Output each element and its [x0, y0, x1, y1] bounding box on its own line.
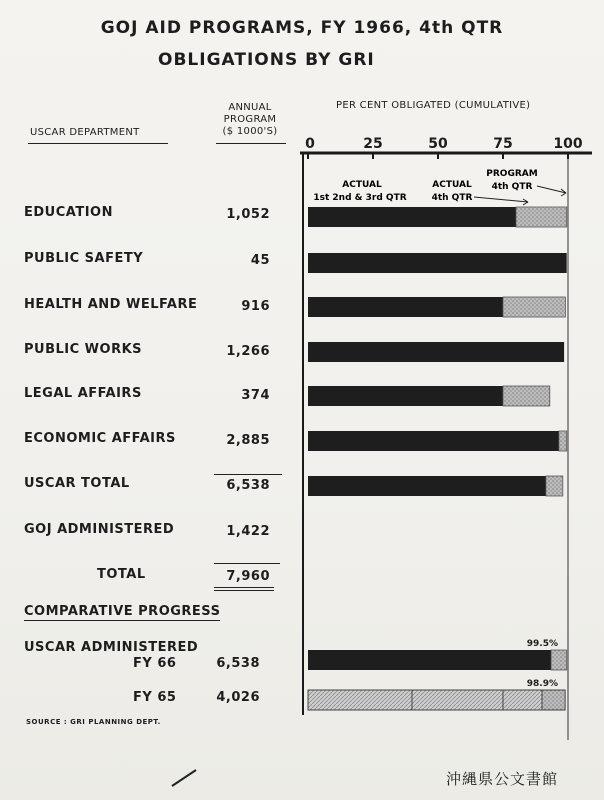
- comparative-bar-actual-4: [542, 690, 565, 710]
- percent-header: PER CENT OBLIGATED (CUMULATIVE): [336, 100, 531, 111]
- comparative-row-label: FY 66: [133, 656, 177, 671]
- legend-actual-4-line2: 4th QTR: [431, 193, 473, 203]
- row-program-value: 7,960: [226, 569, 270, 584]
- comparative-row-label: FY 65: [133, 690, 177, 705]
- legend-arrow-actual-4: [474, 197, 528, 205]
- row-program-value: 1,266: [226, 344, 270, 359]
- row-label: HEALTH AND WELFARE: [24, 297, 198, 312]
- comparative-bar-actual-4: [551, 650, 567, 670]
- row-label: PUBLIC SAFETY: [24, 251, 144, 266]
- comparative-data-label: 99.5%: [526, 639, 558, 649]
- row-program-value: 916: [241, 299, 270, 314]
- bar-actual-123: [308, 297, 503, 317]
- legend-arrow-program: [537, 186, 566, 196]
- row-label: USCAR TOTAL: [24, 476, 130, 491]
- comparative-bar-actual-123: [308, 690, 542, 710]
- legend-actual-123-line2: 1st 2nd & 3rd QTR: [313, 193, 407, 203]
- bar-actual-123: [308, 431, 559, 451]
- bar-actual-123: [308, 386, 503, 406]
- bar-actual-4: [546, 476, 563, 496]
- row-label: GOJ ADMINISTERED: [24, 522, 175, 537]
- row-program-value: 1,052: [226, 207, 270, 222]
- row-label: EDUCATION: [24, 205, 113, 220]
- source-note: SOURCE : GRI PLANNING DEPT.: [26, 718, 161, 726]
- dept-header: USCAR DEPARTMENT: [30, 127, 140, 138]
- bar-actual-123: [308, 207, 516, 227]
- row-label: ECONOMIC AFFAIRS: [24, 431, 176, 446]
- legend-actual-123-line1: ACTUAL: [342, 180, 382, 190]
- row-program-value: 2,885: [226, 433, 270, 448]
- bar-actual-4: [559, 431, 567, 451]
- row-program-value: 6,538: [226, 478, 270, 493]
- pen-mark: [172, 770, 196, 786]
- chart-bars: [308, 207, 567, 710]
- bar-actual-4: [516, 207, 567, 227]
- comparative-data-label: 98.9%: [526, 679, 558, 689]
- row-label: LEGAL AFFAIRS: [24, 386, 142, 401]
- row-program-value: 45: [250, 253, 270, 268]
- x-tick-label: 0: [305, 136, 315, 152]
- bar-actual-4: [503, 297, 565, 317]
- legend-program-4-line1: PROGRAM: [486, 169, 538, 179]
- comparative-group-label: USCAR ADMINISTERED: [24, 640, 199, 655]
- x-tick-label: 75: [493, 136, 513, 152]
- bar-actual-123: [308, 342, 564, 362]
- legend-program-4-line2: 4th QTR: [491, 182, 533, 192]
- comparative-bar-actual-123: [308, 650, 551, 670]
- chart-subtitle: OBLIGATIONS BY GRI: [158, 50, 375, 70]
- x-tick-label: 25: [363, 136, 383, 152]
- comparative-row-value: 6,538: [216, 656, 260, 671]
- comparative-heading: COMPARATIVE PROGRESS: [24, 604, 221, 619]
- row-program-value: 1,422: [226, 524, 270, 539]
- annual-header-line3: ($ 1000'S): [222, 126, 278, 137]
- bar-actual-123: [308, 476, 546, 496]
- archive-stamp: 沖縄県公文書館: [446, 770, 559, 788]
- bar-actual-123: [308, 253, 567, 273]
- chart-legend: [313, 169, 566, 205]
- row-label: TOTAL: [97, 567, 146, 582]
- x-tick-label: 100: [553, 136, 583, 152]
- annual-header-line2: PROGRAM: [223, 114, 277, 125]
- chart-title: GOJ AID PROGRAMS, FY 1966, 4th QTR: [100, 18, 504, 38]
- annual-header-line1: ANNUAL: [228, 102, 272, 113]
- comparative-row-value: 4,026: [216, 690, 260, 705]
- row-program-value: 374: [241, 388, 270, 403]
- bar-actual-4: [503, 386, 550, 406]
- x-tick-label: 50: [428, 136, 448, 152]
- row-label: PUBLIC WORKS: [24, 342, 143, 357]
- legend-actual-4-line1: ACTUAL: [432, 180, 472, 190]
